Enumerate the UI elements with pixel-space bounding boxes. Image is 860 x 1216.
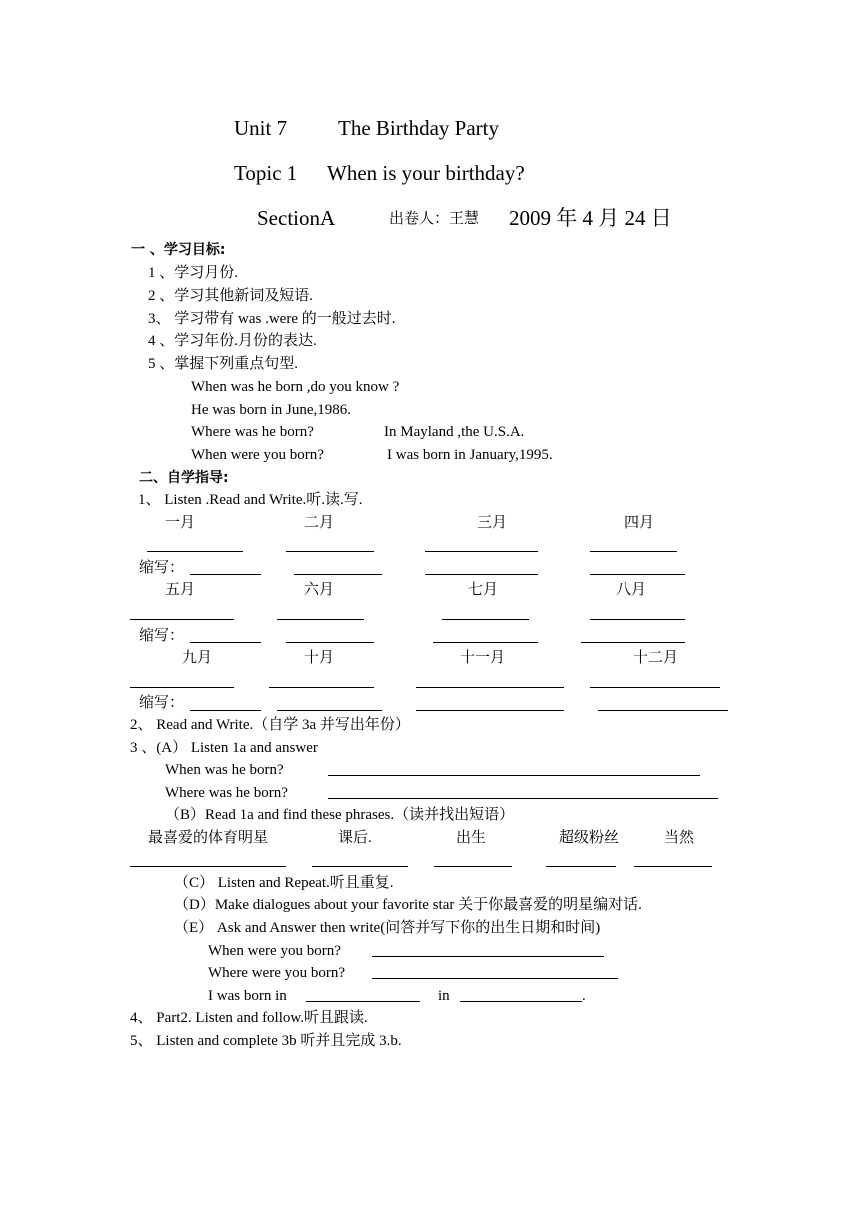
question: Where was he born? (165, 785, 288, 801)
question: When were you born? (208, 943, 341, 959)
answer-blank[interactable] (416, 687, 564, 688)
abbr-blank[interactable] (190, 574, 261, 575)
key-sentence: He was born in June,1986. (191, 402, 351, 418)
date-label: 2009 年 4 月 24 日 (509, 206, 672, 230)
goal-item: 4 、学习年份.月份的表达. (148, 333, 317, 349)
answer-blank[interactable] (269, 687, 374, 688)
unit-number: Unit 7 (234, 116, 288, 140)
guide-item-3b: （B）Read 1a and find these phrases.（读并找出短语） (165, 807, 515, 823)
abbr-blank[interactable] (581, 642, 685, 643)
month-label: 六月 (304, 582, 335, 598)
answer-blank[interactable] (425, 551, 538, 552)
unit-title: The Birthday Party (338, 116, 499, 140)
key-sentence: Where was he born? (191, 424, 314, 440)
answer-blank[interactable] (130, 866, 286, 867)
month-label: 十二月 (633, 650, 679, 666)
phrase-label: 当然 (664, 830, 695, 846)
answer-blank[interactable] (634, 866, 712, 867)
month-label: 十一月 (460, 650, 506, 666)
month-label: 五月 (165, 582, 196, 598)
month-label: 十月 (304, 650, 335, 666)
question: When was he born? (165, 762, 284, 778)
answer-blank[interactable] (460, 1001, 582, 1002)
goal-item: 1 、学习月份. (148, 265, 239, 281)
answer-blank[interactable] (546, 866, 616, 867)
topic-number: Topic 1 (234, 161, 298, 185)
guide-item-5: 5、 Listen and complete 3b 听并且完成 3.b. (130, 1033, 402, 1049)
answer-blank[interactable] (306, 1001, 420, 1002)
guide-item-1: 1、 Listen .Read and Write.听.读.写. (138, 492, 363, 508)
guide-item-3d: （D）Make dialogues about your favorite star 关于你最喜爱的明星编对话. (174, 897, 642, 913)
key-sentence: In Mayland ,the U.S.A. (384, 424, 525, 440)
answer-blank[interactable] (286, 551, 374, 552)
goals-heading: 一 、学习目标: (131, 242, 226, 258)
guide-item-3a: 3 、(A） Listen 1a and answer (130, 740, 318, 756)
section-label: SectionA (257, 206, 336, 230)
answer-blank[interactable] (442, 619, 529, 620)
question: in (438, 988, 450, 1004)
abbr-blank[interactable] (286, 642, 374, 643)
abbr-blank[interactable] (425, 574, 538, 575)
question: Where were you born? (208, 965, 346, 981)
answer-blank[interactable] (590, 619, 685, 620)
month-label: 九月 (182, 650, 213, 666)
key-sentence: When were you born? (191, 447, 324, 463)
abbr-blank[interactable] (590, 574, 685, 575)
abbr-blank[interactable] (190, 710, 261, 711)
key-sentence: When was he born ,do you know ? (191, 379, 400, 395)
guide-item-4: 4、 Part2. Listen and follow.听且跟读. (130, 1010, 368, 1026)
abbr-blank[interactable] (433, 642, 538, 643)
abbr-label: 缩写： (139, 628, 185, 644)
abbr-blank[interactable] (190, 642, 261, 643)
answer-blank[interactable] (130, 619, 234, 620)
guide-item-3e: （E） Ask and Answer then write(问答并写下你的出生日期和时间) (174, 920, 601, 936)
abbr-blank[interactable] (598, 710, 728, 711)
guide-item-3c: （C） Listen and Repeat.听且重复. (174, 875, 394, 891)
answer-blank[interactable] (147, 551, 243, 552)
abbr-label: 缩写： (139, 695, 185, 711)
phrase-label: 课后. (338, 830, 372, 846)
answer-blank[interactable] (372, 978, 618, 979)
month-label: 七月 (468, 582, 499, 598)
topic-title: When is your birthday? (327, 161, 525, 185)
month-label: 八月 (616, 582, 647, 598)
answer-blank[interactable] (277, 619, 364, 620)
goal-item: 5 、掌握下列重点句型. (148, 356, 299, 372)
answer-blank[interactable] (372, 956, 604, 957)
phrase-label: 出生 (456, 830, 487, 846)
answer-blank[interactable] (434, 866, 512, 867)
author-label: 出卷人：王慧 (389, 211, 480, 227)
goal-item: 2 、学习其他新词及短语. (148, 288, 314, 304)
answer-blank[interactable] (312, 866, 408, 867)
key-sentence: I was born in January,1995. (387, 447, 553, 463)
month-label: 一月 (165, 515, 196, 531)
goal-item: 3、 学习带有 was .were 的一般过去时. (148, 311, 396, 327)
month-label: 二月 (304, 515, 335, 531)
abbr-blank[interactable] (277, 710, 382, 711)
month-label: 三月 (477, 515, 508, 531)
guide-heading: 二、自学指导: (139, 470, 229, 486)
answer-blank[interactable] (328, 798, 718, 799)
abbr-blank[interactable] (294, 574, 382, 575)
question: . (582, 988, 586, 1004)
phrase-label: 最喜爱的体育明星 (148, 830, 269, 846)
abbr-blank[interactable] (416, 710, 564, 711)
month-label: 四月 (624, 515, 655, 531)
abbr-label: 缩写： (139, 560, 185, 576)
phrase-label: 超级粉丝 (559, 830, 620, 846)
answer-blank[interactable] (130, 687, 234, 688)
answer-blank[interactable] (590, 551, 677, 552)
answer-blank[interactable] (328, 775, 700, 776)
answer-blank[interactable] (590, 687, 720, 688)
question: I was born in (208, 988, 287, 1004)
guide-item-2: 2、 Read and Write.（自学 3a 并写出年份） (130, 717, 410, 733)
